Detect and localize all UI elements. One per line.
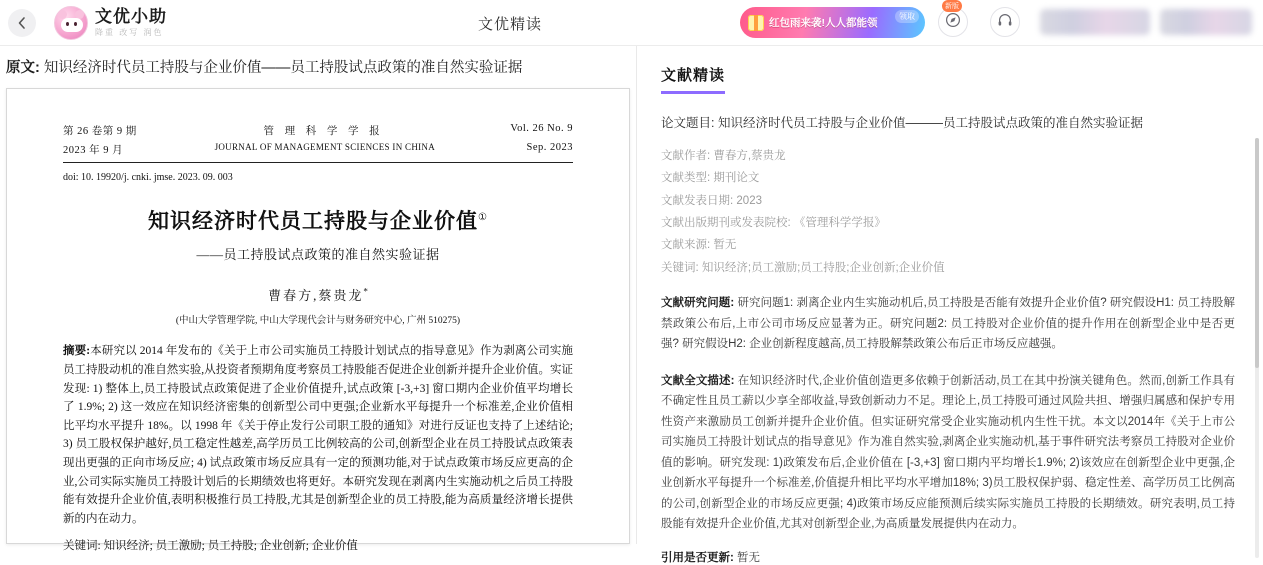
metadata-list	[661, 145, 1235, 280]
metadata-row	[661, 257, 1235, 279]
chevron-left-icon	[16, 17, 28, 29]
metadata-row	[661, 212, 1235, 234]
original-label: 原文:	[6, 60, 40, 76]
analysis-section-title: 文献精读	[661, 64, 725, 94]
mascot-logo-icon	[54, 6, 88, 40]
abstract-text: 本研究以 2014 年发布的《关于上市公司实施员工持股计划试点的指导意见》作为剥离公司实施员工持股动机的准自然实验,从投资者预期角度考察员工持股能否促进企业创新并提升企业价值。实证发现: 1) 整体上,员工持股试点政策促进了企业价值提升,试点政策 [-3,+3] 窗口期内企业价值平均增长了 1.9%; 2) 这一效应在知识经济密集的创新型公司中更强;企业新水平每提升一个标准差,企业价值相比平均水平提升 18%。以 1998 年《关于停止发行公司职工股的通知》对进行反证也支持了上述结论; 3) 员工股权保护越好,员工稳定性越差,高学历员工比例较高的公司,创新型企业在员工持股试点政策表现出更强的正向市场反应; 4) 试点政策市场反应具有一定的预测功能,对于试点政策市场反应更高的企业,公司实际实施员工持股计划后的长期绩效也将更好。本研究发现在剥离内生实施动机之后员工持股能有效提升企业价值,表明积极推行员工持股,尤其是创新型企业的员工持股,能为高质量经济增长提供新的内在动力。	[63, 345, 573, 525]
metadata-row	[661, 190, 1235, 212]
analysis-scrollbar[interactable]	[1255, 138, 1259, 558]
abstract-label: 摘要:	[63, 345, 91, 358]
paper-authors-text: 曹春方,蔡贵龙	[268, 288, 364, 304]
authors-footnote: *	[363, 286, 368, 297]
journal-name-cn: 管 理 科 学 学 报	[263, 126, 384, 138]
original-title-text: 知识经济时代员工持股与企业价值——员工持股试点政策的准自然实验证据	[43, 60, 523, 76]
promo-banner[interactable]	[740, 7, 925, 38]
journal-header-row-2	[63, 142, 573, 157]
paper-topic-value: 知识经济时代员工持股与企业价值———员工持股试点政策的准自然实验证据	[717, 116, 1143, 130]
citation-update-row	[661, 549, 1235, 565]
citation-update-value: 暂无	[737, 552, 761, 565]
doi-text: doi: 10. 19920/j. cnki. jmse. 2023. 09. 003	[63, 172, 233, 184]
metadata-value: 期刊论文	[713, 172, 760, 185]
full-text-summary-label: 文献全文描述:	[661, 374, 735, 387]
paper-affiliation: (中山大学管理学院, 中山大学现代会计与财务研究中心, 广州 510275)	[175, 316, 461, 327]
journal-header-row-1	[63, 123, 573, 138]
promo-badge: 领取	[895, 10, 919, 23]
journal-volume-right: Vol. 26 No. 9	[510, 123, 573, 135]
metadata-label: 关键词:	[661, 261, 699, 274]
support-button[interactable]	[990, 7, 1020, 37]
analysis-pane	[637, 46, 1263, 565]
journal-date-right: Sep. 2023	[526, 142, 573, 154]
research-question-label: 文献研究问题:	[661, 297, 735, 310]
research-question-text: 研究问题1: 剥离企业内生实施动机后,员工持股是否能有效提升企业价值? 研究假设H1: 员工持股解禁政策公布后,上市公司市场反应显著为正。研究问题2: 员工持股对企业价值的提升作用在创新型企业中是否更强? 研究假设H2: 企业创新程度越高,员工持股解禁政策公布后正市场反应越强。	[661, 297, 1235, 351]
top-bar	[0, 0, 1263, 46]
metadata-value: 2023	[736, 194, 762, 207]
paper-title-text: 知识经济时代员工持股与企业价值	[148, 209, 479, 234]
research-question-block	[661, 293, 1235, 354]
paper-topic-row	[661, 114, 1235, 133]
brand-name: 文优小助	[95, 7, 167, 26]
paper-keywords: 关键词: 知识经济; 员工激励; 员工持股; 企业创新; 企业价值	[63, 539, 358, 552]
paper-topic-label: 论文题目:	[661, 116, 715, 130]
metadata-row	[661, 234, 1235, 256]
citation-update-label: 引用是否更新:	[661, 552, 734, 565]
back-button[interactable]	[8, 9, 36, 37]
original-title-row	[0, 46, 636, 88]
paper-page	[6, 88, 630, 552]
original-document-pane	[0, 46, 637, 552]
journal-volume-left: 第 26 卷第 9 期	[63, 126, 137, 138]
paper-authors	[63, 285, 573, 304]
main-body	[0, 46, 1263, 565]
metadata-value: 曹春方,蔡贵龙	[713, 149, 786, 162]
paper-abstract	[63, 342, 573, 528]
brand-tagline: 降重 改写 润色	[95, 28, 164, 37]
gift-icon	[748, 15, 764, 31]
metadata-label: 文献作者:	[661, 149, 711, 162]
journal-date-left: 2023 年 9 月	[63, 145, 124, 157]
metadata-label: 文献发表日期:	[661, 194, 734, 207]
metadata-label: 文献类型:	[661, 172, 711, 185]
metadata-label: 文献来源:	[661, 239, 711, 252]
metadata-value: 暂无	[713, 239, 737, 252]
full-text-summary-text: 在知识经济时代,企业价值创造更多依赖于创新活动,员工在其中扮演关键角色。然而,创新工作具有不确定性且员工薪以少享全部收益,导致创新动力不足。理论上,员工持股可通过风险共担、增强归属感和保护专用性资产来激励员工创新并提升企业价值。但实证研究常受企业实施动机内生性干扰。本文以2014年《关于上市公司实施员工持股计划试点的指导意见》作为准自然实验,剥离企业实施动机,基于事件研究法考察员工持股对企业价值的影响。研究发现: 1)政策发布后,企业价值在 [-3,+3] 窗口期内平均增长1.9%; 2)该效应在创新型企业中更强,企业创新水平每提升一个标准差,价值提升相比平均水平增加18%; 3)员工股权保护弱、稳定性差、高学历员工比例高的公司,创新型企业的市场反应更强; 4)政策市场反应能预测后续实际实施员工持股的长期绩效。研究表明,员工持股能有效提升企业价值,尤其对创新型企业,为高质量发展提供内在动力。	[661, 374, 1235, 530]
paper-title-footnote: ①	[478, 212, 488, 224]
full-text-summary-block	[661, 371, 1235, 535]
metadata-row	[661, 167, 1235, 189]
paper-subtitle: ——员工持股试点政策的准自然实验证据	[196, 247, 440, 263]
metadata-value: 知识经济;员工激励;员工持股;企业创新;企业价值	[701, 261, 945, 274]
compass-button[interactable]	[938, 3, 968, 37]
metadata-row	[661, 145, 1235, 167]
compass-icon	[945, 12, 961, 33]
account-area-blurred-left[interactable]	[1040, 9, 1150, 35]
metadata-label: 文献出版期刊或发表院校:	[661, 217, 791, 230]
metadata-value: 《管理科学学报》	[793, 217, 886, 230]
brand-logo-group[interactable]	[54, 6, 167, 40]
page-title: 文优精读	[478, 16, 543, 33]
analysis-scrollbar-thumb[interactable]	[1255, 138, 1259, 368]
journal-name-en: JOURNAL OF MANAGEMENT SCIENCES IN CHINA	[214, 142, 436, 153]
paper-title	[63, 205, 573, 235]
account-area-blurred-right[interactable]	[1160, 9, 1252, 35]
header-divider	[63, 162, 573, 163]
promo-banner-label: 红包雨来袭!人人都能领	[769, 17, 878, 29]
document-viewport[interactable]	[0, 88, 636, 552]
headset-icon	[997, 12, 1013, 33]
new-tag: 新版	[942, 0, 962, 12]
